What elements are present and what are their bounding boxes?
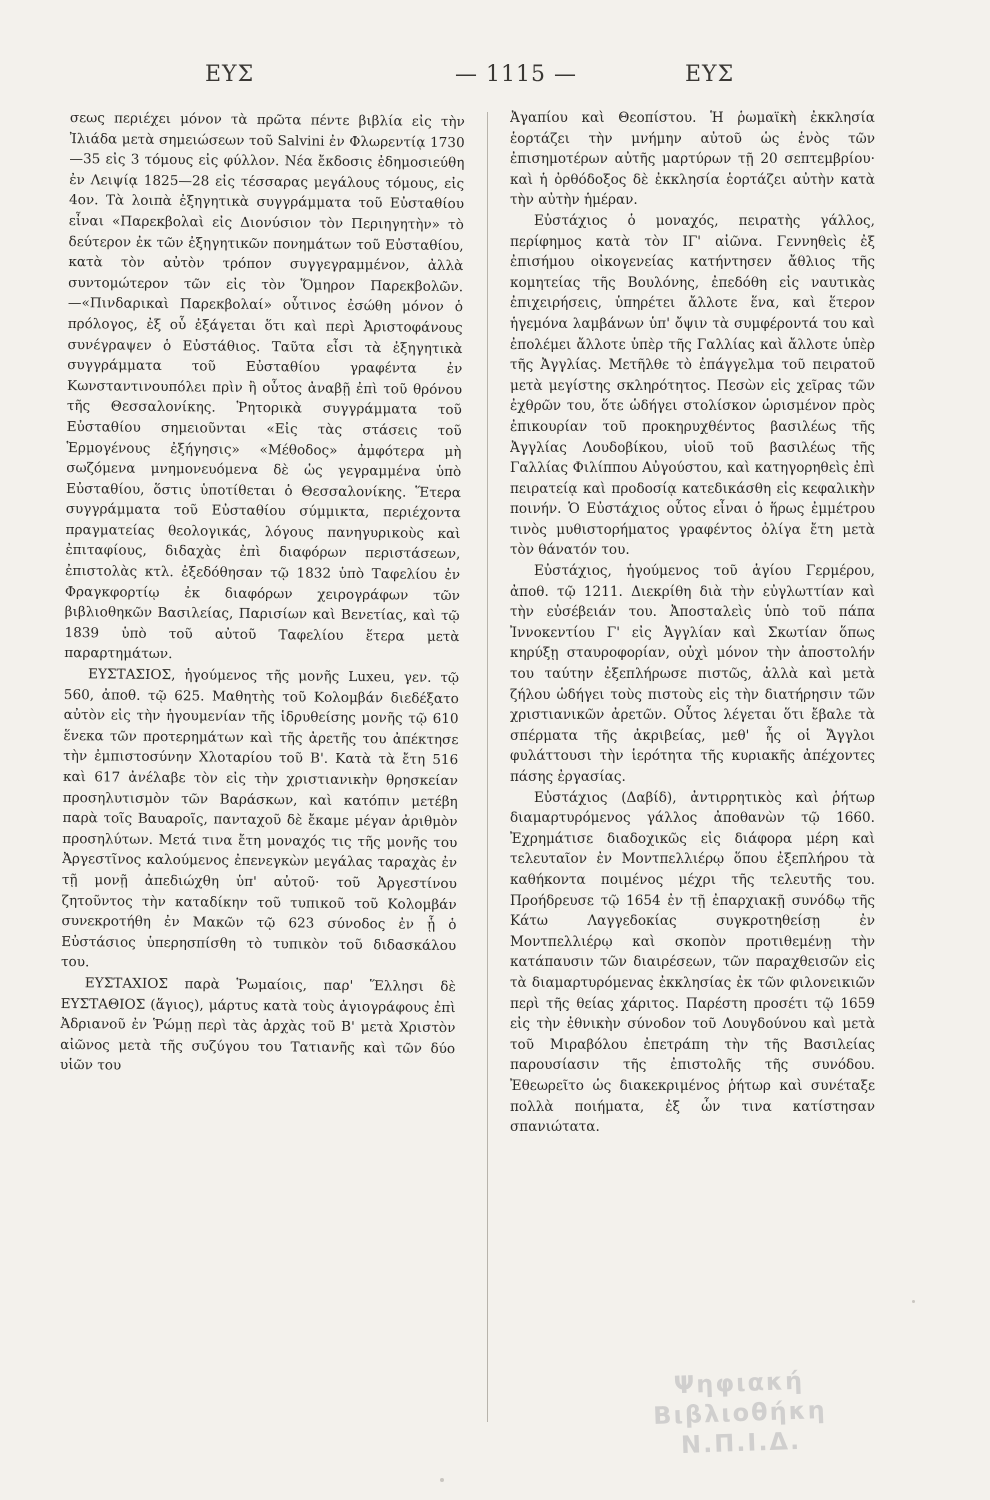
right-column [510, 108, 875, 1448]
entry-eustachios-david: Εὐστάχιος (Δαβίδ), ἀντιρρητικὸς καὶ ῥήτωρ διαμαρτυρόμενος γάλλος ἀποθανὼν τῷ 1660. Ἐχρημάτισε διαδοχικῶς εἰς διάφορα μέρη καὶ τελευταῖον ἐν Μοντπελλιέρῳ ὅπου ἐξεπλήρου τὰ καθήκοντα ποιμένος μέχρι τῆς τελευτῆς του. Προήδρευσε τῷ 1654 ἐν τῇ ἐπαρχιακῇ συνόδῳ τῆς Κάτω Λαγγεδοκίας συγκροτηθείσῃ ἐν Μοντπελλιέρῳ καὶ σκοπὸν προτιθεμένῃ τὴν κατάπαυσιν τῶν διαιρέσεων, τῶν παραχθεισῶν εἰς τὰ διαμαρτυρόμενας ἐκκλησίας ἐκ τῶν φιλονεικιῶν περὶ τῆς θείας χάριτος. Παρέστη προσέτι τῷ 1659 εἰς τὴν ἐθνικὴν σύνοδον τοῦ Λουγδούνου καὶ μετὰ τοῦ Μιραβόλου ἐπετράπη τὴν τῆς Βασιλείας παρουσίασιν τῆς ἐπιστολῆς τῆς συνόδου. Ἐθεωρεῖτο ὡς διακεκριμένος ῥήτωρ καὶ συνέταξε πολλὰ ποιήματα, ἐξ ὧν τινα κατίστησαν σπανιώτατα. [510, 789, 875, 1136]
header-left: ΕΥΣ [205, 62, 255, 87]
entry-eustachios-saint: ΕΥΣΤΑΧΙΟΣ παρὰ Ῥωμαίοις, παρ' Ἕλλησι δὲ ΕΥΣΤΑΘΙΟΣ (ἅγιος), μάρτυς κατὰ τοὺς ἁγιογράφους ἐπὶ Ἀδριανοῦ ἐν Ῥώμῃ περὶ τὰς ἀρχὰς τοῦ Β' μετὰ Χριστὸν αἰῶνος μετὰ τῆς συζύγου του Τατιανῆς καὶ τῶν δύο υἱῶν του [59, 975, 456, 1074]
running-header [0, 62, 990, 92]
paper-speck [440, 1478, 444, 1482]
entry-eustasios-abbot: ΕΥΣΤΑΣΙΟΣ, ἡγούμενος τῆς μονῆς Luxeu, γεν. τῷ 560, ἀποθ. τῷ 625. Μαθητὴς τοῦ Κολομβάν διεδέξατο αὐτὸν εἰς τὴν ἡγουμενίαν τῆς ἱδρυθείσης μονῆς τῷ 610 ἕνεκα τῶν προτερημάτων καὶ τῆς ἀρετῆς του ἀπέκτησε τὴν ἐμπιστοσύνην Χλοταρίου τοῦ Β'. Κατὰ τὰ ἔτη 516 καὶ 617 ἀνέλαβε τὸν εἰς τὴν χριστιανικὴν θρησκείαν προσηλυτισμὸν τῶν Βαράσκων, καὶ κατόπιν μετέβη παρὰ τοῖς Βαυαροῖς, πανταχοῦ δὲ ἔκαμε μέγαν ἀριθμὸν προσηλύτων. Μετά τινα ἔτη μοναχός τις τῆς μονῆς του Ἀργεστῖνος καλούμενος ἐπενεγκὼν μεγάλας ταραχὰς ἐν τῇ μονῇ ἀπεδιώχθη ὑπ' αὐτοῦ· τοῦ Ἀργεστίνου ζητοῦντος τὴν καταδίκην τοῦ τυπικοῦ τοῦ Κολομβάν συνεκροτήθη ἐν Μακῶν τῷ 623 σύνοδος ἐν ᾗ ὁ Εὐστάσιος ὑπερησπίσθη τὸ τυπικὸν τοῦ διδασκάλου του. [60, 666, 460, 971]
paragraph-saint-continuation: Ἀγαπίου καὶ Θεοπίστου. Ἡ ῥωμαϊκὴ ἐκκλησία ἑορτάζει τὴν μνήμην αὐτοῦ ὡς ἑνὸς τῶν ἐπισημοτέρων αὐτῆς μαρτύρων τῇ 20 σεπτεμβρίου· καὶ ἡ ὀρθόδοξος δὲ ἐκκλησία ἑορτάζει αὐτὴν κατὰ τὴν αὐτὴν ἡμέραν. [510, 110, 875, 209]
library-watermark [589, 1363, 892, 1463]
paragraph-eustathius-works: σεως περιέχει μόνον τὰ πρῶτα πέντε βιβλία εἰς τὴν Ἰλιάδα μετὰ σημειώσεων τοῦ Salvini ἐν Φλωρεντίᾳ 1730—35 εἰς 3 τόμους εἰς φύλλον. Νέα ἔκδοσις ἐδημοσιεύθη ἐν Λειψίᾳ 1825—28 εἰς τέσσαρας μεγάλους τόμους, εἰς 4ον. Τὰ λοιπὰ ἐξηγητικὰ συγγράμματα τοῦ Εὐσταθίου εἶναι «Παρεκβολαὶ εἰς Διονύσιον τὸν Περιηγητὴν» τὸ δεύτερον ἐκ τῶν ἐξηγητικῶν πονημάτων τοῦ Εὐσταθίου, κατὰ τὸν αὐτὸν τρόπον συγγεγραμμένον, ἀλλὰ συντομώτερον τῶν εἰς τὸν Ὅμηρον Παρεκβολῶν.—«Πινδαρικαὶ Παρεκβολαί» οὗτινος ἐσώθη μόνον ὁ πρόλογος, ἐξ οὗ ἐξάγεται ὅτι καὶ περὶ Ἀριστοφάνους συνέγραψεν ὁ Εὐστάθιος. Ταῦτα εἶσι τὰ ἐξηγητικὰ συγγράμματα τοῦ Εὐσταθίου γραφέντα ἐν Κωνσταντινουπόλει πρὶν ἢ οὗτος ἀναβῇ ἐπὶ τοῦ θρόνου τῆς Θεσσαλονίκης. Ῥητορικὰ συγγράμματα τοῦ Εὐσταθίου σημειοῦνται «Εἰς τὰς στάσεις τοῦ Ἑρμογένους ἐξήγησις» «Μέθοδος» ἀμφότερα μὴ σωζόμενα μνημονευόμενα δὲ ὡς γεγραμμένα ὑπὸ Εὐσταθίου, ὅστις ὑποτίθεται ὁ Θεσσαλονίκης. Ἕτερα συγγράμματα τοῦ Εὐσταθίου σύμμικτα, περιέχοντα πραγματείας θεολογικάς, λόγους πανηγυρικοὺς καὶ ἐπιταφίους, διδαχὰς ἐπὶ διαφόρων περιστάσεων, ἐπιστολὰς κτλ. ἐξεδόθησαν τῷ 1832 ὑπὸ Ταφελίου ἐν Φραγκφορτίῳ ἐκ διαφόρων χειρογράφων τῶν βιβλιοθηκῶν Βασιλείας, Παρισίων καὶ Βενετίας, καὶ τῷ 1839 ὑπὸ τοῦ αὐτοῦ Ταφελίου ἕτερα μετὰ παραρτημάτων. [64, 109, 465, 663]
watermark-text: Ψηφιακή Βιβλιοθήκη Ν.Π.Ι.Δ. [652, 1366, 828, 1460]
entry-eustachios-monk: Εὐστάχιος ὁ μοναχός, πειρατὴς γάλλος, περίφημος κατὰ τὸν ΙΓ' αἰῶνα. Γεννηθεὶς ἐξ ἐπισήμου οἰκογενείας κατήντησεν ἄθλιος τῆς κομητείας τῆς Βουλόνης, ἐπεδόθη εἰς ναυτικὰς ἐπιχειρήσεις, ὑπηρέτει ἄλλοτε ἕνα, καὶ ἕτερον ἡγεμόνα λαμβάνων ὑπ' ὄψιν τὰ συμφέροντά του καὶ ἐπολέμει ἄλλοτε ὑπὲρ τῆς Γαλλίας καὶ ἄλλοτε ὑπὲρ τῆς Ἀγγλίας. Μετῆλθε τὸ ἐπάγγελμα τοῦ πειρατοῦ μετὰ μεγίστης σκληρότητος. Πεσὼν εἰς χεῖρας τῶν ἐχθρῶν του, ὅτε ὡδήγει στολίσκον ὡρισμένον πρὸς ἐπικουρίαν τοῦ προκηρυχθέντος βασιλέως τῆς Ἀγγλίας Λουδοβίκου, υἱοῦ τοῦ βασιλέως τῆς Γαλλίας Φιλίππου Αὐγούστου, καὶ κατηγορηθεὶς ἐπὶ πειρατείᾳ καὶ προδοσίᾳ κατεδικάσθη εἰς κεφαλικὴν ποινήν. Ὁ Εὐστάχιος οὗτος εἶναι ὁ ἥρως ἐμμέτρου τινὸς μυθιστορήματος γραφέντος ὀλίγα ἔτη μετὰ τὸν θάνατόν του. [510, 212, 875, 559]
left-column [56, 108, 465, 1452]
header-right: ΕΥΣ [685, 62, 735, 87]
paper-speck [912, 1300, 915, 1303]
entry-eustachios-abbot-germer: Εὐστάχιος, ἡγούμενος τοῦ ἁγίου Γερμέρου, ἀποθ. τῷ 1211. Διεκρίθη διὰ τὴν εὐγλωττίαν καὶ τὴν εὐσέβειάν του. Ἀποσταλεὶς ὑπὸ τοῦ πάπα Ἰννοκεντίου Γ' εἰς Ἀγγλίαν καὶ Σκωτίαν ὅπως κηρύξῃ σταυροφορίαν, οὐχὶ μόνον τὴν ἀποστολήν του ταύτην ἐξεπλήρωσε πιστῶς, ἀλλὰ καὶ μετὰ ζήλου ὡδήγει τοὺς πιστοὺς εἰς τὴν διατήρησιν τῶν χριστιανικῶν ἀρετῶν. Οὗτος λέγεται ὅτι ἔβαλε τὰ σπέρματα τῆς ἀκριβείας, μεθ' ἧς οἱ Ἄγγλοι φυλάττουσι τὴν ἱερότητα τῆς κυριακῆς ἀπέχοντες πάσης ἐργασίας. [510, 563, 875, 785]
page-number: — 1115 — [455, 62, 577, 87]
column-divider [487, 112, 488, 1422]
